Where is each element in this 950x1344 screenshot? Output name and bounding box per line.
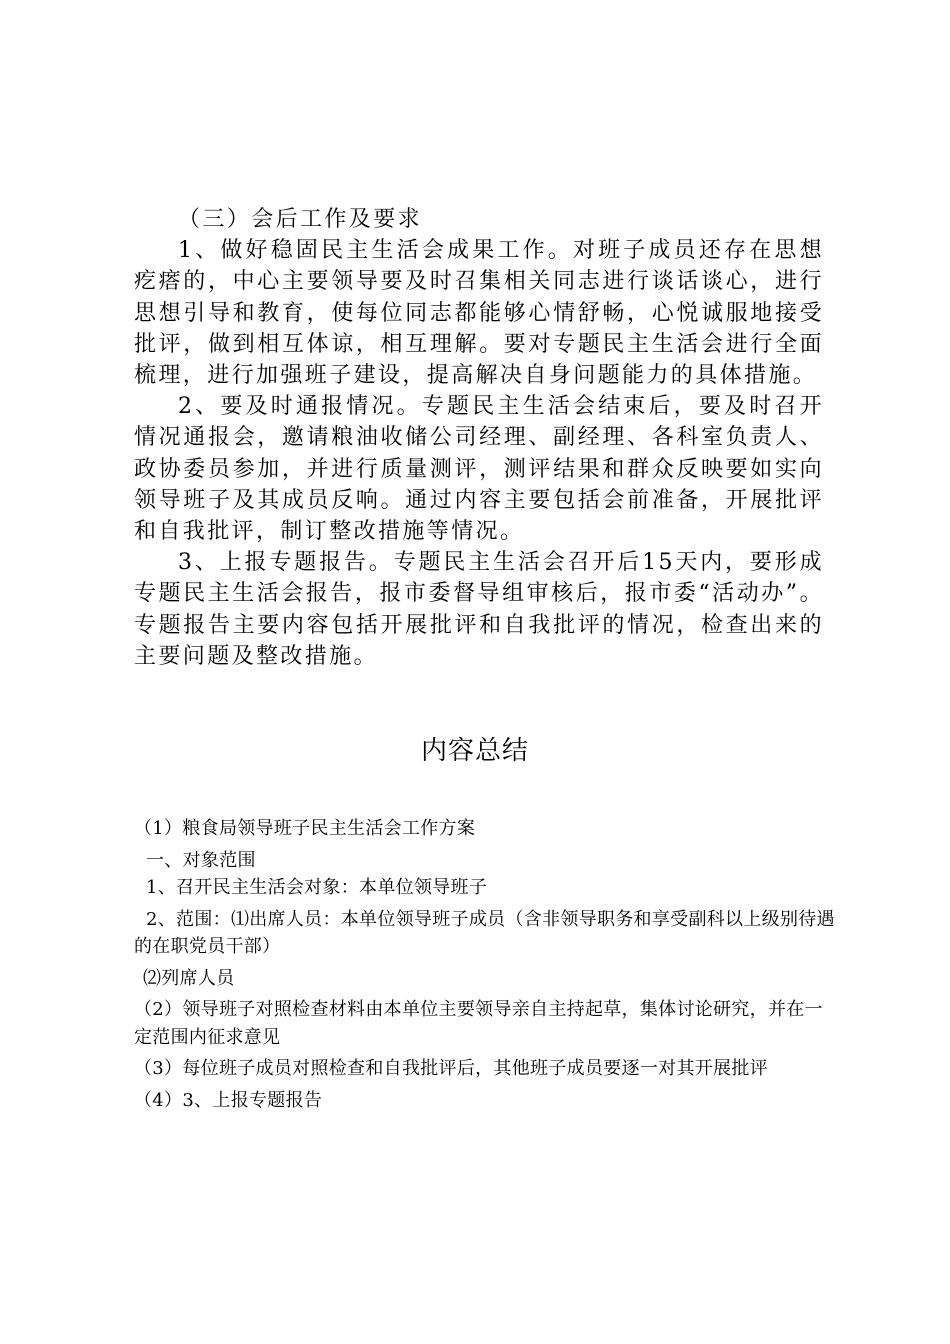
summary-line-2: 一、对象范围 [146, 849, 256, 871]
body-paragraph-3: 3、上报专题报告。专题民主生活会召开后15天内，要形成专题民主生活会报告，报市委督导组审核后，报市委“活动办”。专题报告主要内容包括开展批评和自我批评的情况，检查出来的主要问题及整改措施。 [134, 550, 824, 669]
summary-section [134, 815, 840, 1114]
summary-line-1: （1）粮食局领导班子民主生活会工作方案 [134, 818, 476, 839]
summary-line-4: 2、范围：⑴出席人员：本单位领导班子成员（含非领导职务和享受副科以上级别待遇的在职党员干部） [134, 908, 835, 957]
summary-line-8: （4）3、上报专题报告 [134, 1089, 323, 1111]
body-section [134, 200, 824, 672]
body-paragraph-2: 2、要及时通报情况。专题民主生活会结束后，要及时召开情况通报会，邀请粮油收储公司经理、副经理、各科室负责人、政协委员参加，并进行质量测评，测评结果和群众反映要如实向领导班子及其成员反响。通过内容主要包括会前准备，开展批评和自我批评，制订整改措施等情况。 [134, 394, 824, 545]
summary-line-3: 1、召开民主生活会对象：本单位领导班子 [146, 877, 488, 898]
summary-line-5: ⑵列席人员 [143, 967, 235, 989]
summary-title: 内容总结 [420, 736, 529, 766]
summary-line-7: （3）每位班子成员对照检查和自我批评后，其他班子成员要逐一对其开展批评 [134, 1058, 768, 1079]
summary-line-6: （2）领导班子对照检查材料由本单位主要领导亲自主持起草，集体讨论研究，并在一定范围内征求意见 [134, 999, 823, 1048]
section-heading: （三）会后工作及要求 [178, 207, 423, 232]
body-paragraph-1: 1、做好稳固民主生活会成果工作。对班子成员还存在思想疙瘩的，中心主要领导要及时召集相关同志进行谈话谈心，进行思想引导和教育，使每位同志都能够心情舒畅，心悦诚服地接受批评，做到相互体谅，相互理解。要对专题民主生活会进行全面梳理，进行加强班子建设，提高解决自身问题能力的具体措施。 [134, 238, 824, 389]
